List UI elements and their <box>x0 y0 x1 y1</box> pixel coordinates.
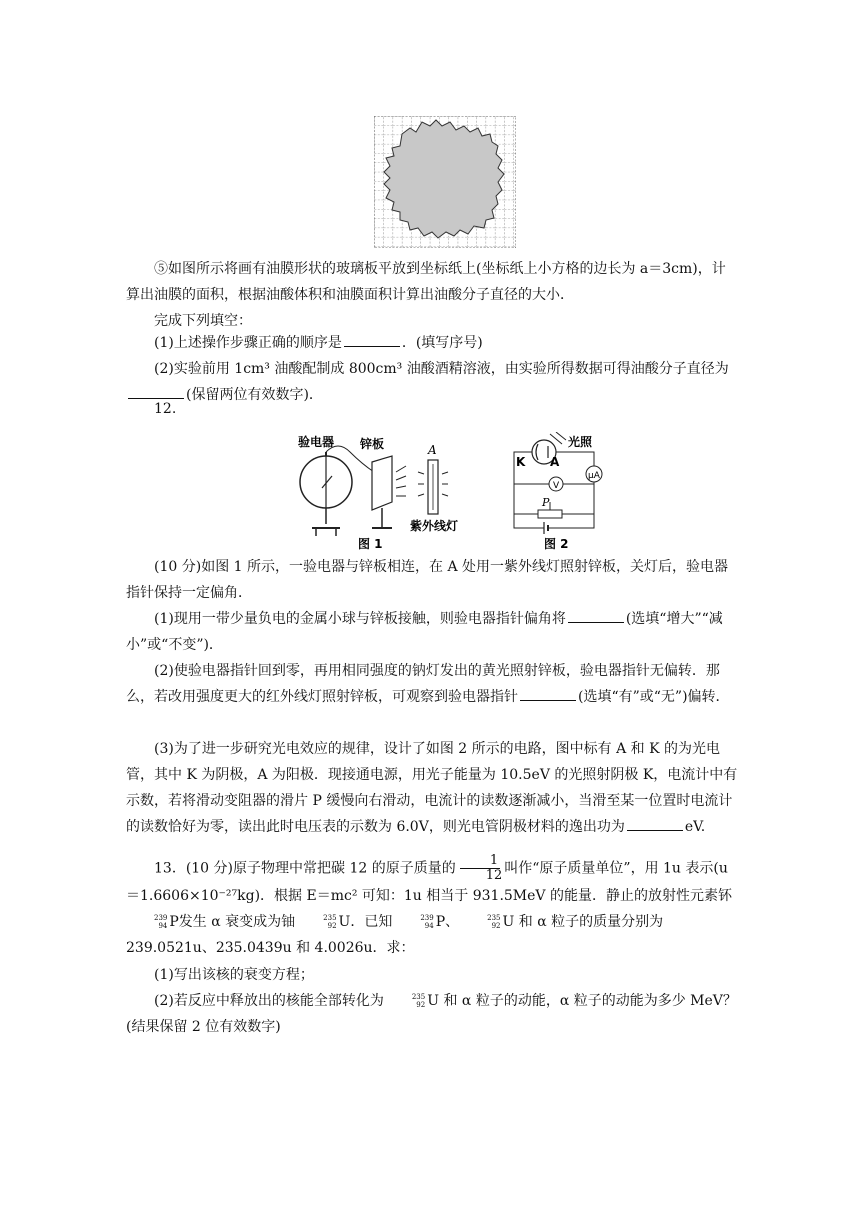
isotope-u: 235 92 <box>323 914 337 930</box>
answer-blank[interactable] <box>520 686 576 701</box>
label-uv-lamp: 紫外线灯 <box>410 519 459 533</box>
q12-part3: (3)为了进一步研究光电效应的规律，设计了如图 2 所示的电路，图中标有 A 和 K 的为光电管，其中 K 为阴极，A 为阳极．现接通电源，用光子能量为 10.5eV 的光照射阴极 K，电流计中有示数，若将滑动变阻器的滑片 P 缓慢向右滑动，电流计的读数逐渐减小，当滑至某一位置时电流计的读数恰好为零，读出此时电压表的示数为 6.0V，则光电管阴极材料的逸出功为 eV. <box>126 741 738 835</box>
q12-number: 12. <box>154 401 177 417</box>
rheostat <box>538 510 562 518</box>
q12-intro: (10 分)如图 1 所示，一验电器与锌板相连，在 A 处用一紫外线灯照射锌板，关灯后，验电器指针保持一定偏角． <box>126 559 729 601</box>
label-voltmeter: V <box>553 481 560 491</box>
q12-part1: (1)现用一带少量负电的金属小球与锌板接触，则验电器指针偏角将 (选填“增大”“减小”或“不变”)． <box>126 606 738 658</box>
oil-film-figure <box>374 116 516 248</box>
label-K: K <box>516 455 526 469</box>
q13-part1: (1)写出该核的衰变方程； <box>154 967 314 983</box>
label-zinc-plate: 锌板 <box>360 437 385 451</box>
label-fig1: 图 1 <box>358 537 383 550</box>
q13-intro: 13．(10 分)原子物理中常把碳 12 的原子质量的 $\frac{1}{12}$ 叫作“原子质量单位”，用 1u 表示(u＝1.6606×10⁻²⁷kg)．根据 E＝mc² 可知：1u 相当于 931.5MeV 的能量．静止的放射性元素钚 239 94 P发生 α 衰变成为铀 235 92 U．已知 239 94 P、 235 92 U 和 α 粒子的质量分别为 239.0521u、235.0439u 和 4.0026u．求： <box>126 853 732 956</box>
oil-film-shape <box>384 120 504 238</box>
isotope-pu: 239 94 <box>420 914 434 930</box>
label-A: A <box>550 455 560 469</box>
label-light: 光照 <box>568 435 593 449</box>
answer-blank[interactable] <box>344 332 400 347</box>
label-P: P <box>542 496 550 509</box>
isotope-u: 235 92 <box>487 914 501 930</box>
q11-part2: (2)实验前用 1cm³ 油酸配制成 800cm³ 油酸酒精溶液，由实验所得数据可得油酸分子直径为(保留两位有效数字)． <box>126 356 738 408</box>
isotope-u: 235 92 <box>411 993 426 1009</box>
fill-prompt: 完成下列填空： <box>154 313 252 329</box>
label-electroscope: 验电器 <box>298 435 335 449</box>
isotope-pu: 239 94 <box>154 914 168 930</box>
step5-text: ⑤如图所示将画有油膜形状的玻璃板平放到坐标纸上(坐标纸上小方格的边长为 a＝3cm)，计算出油膜的面积，根据油酸体积和油膜面积计算出油酸分子直径的大小． <box>126 261 726 303</box>
label-fig2: 图 2 <box>544 537 569 550</box>
q11-part1: (1)上述操作步骤正确的顺序是 ．(填写序号) <box>126 330 738 356</box>
q12-part2: (2)使验电器指针回到零，再用相同强度的钠灯发出的黄光照射锌板，验电器指针无偏转．那么，若改用强度更大的红外线灯照射锌板，可观察到验电器指针 (选填“有”或“无”)偏转． <box>126 663 730 705</box>
zinc-plate <box>372 456 392 510</box>
figure-1-electroscope <box>288 432 460 550</box>
label-microammeter: μA <box>588 471 600 481</box>
answer-blank[interactable] <box>568 608 624 623</box>
figure-2-circuit <box>508 432 612 550</box>
label-lamp-A: A <box>428 443 437 457</box>
q13-part2: (2)若反应中释放出的核能全部转化为 235 92 U 和 α 粒子的动能，α 粒子的动能为多少 MeV？(结果保留 2 位有效数字) <box>126 993 737 1035</box>
fraction-one-twelfth: $\frac{1}{12}$ <box>458 854 503 883</box>
answer-blank[interactable] <box>627 816 683 831</box>
